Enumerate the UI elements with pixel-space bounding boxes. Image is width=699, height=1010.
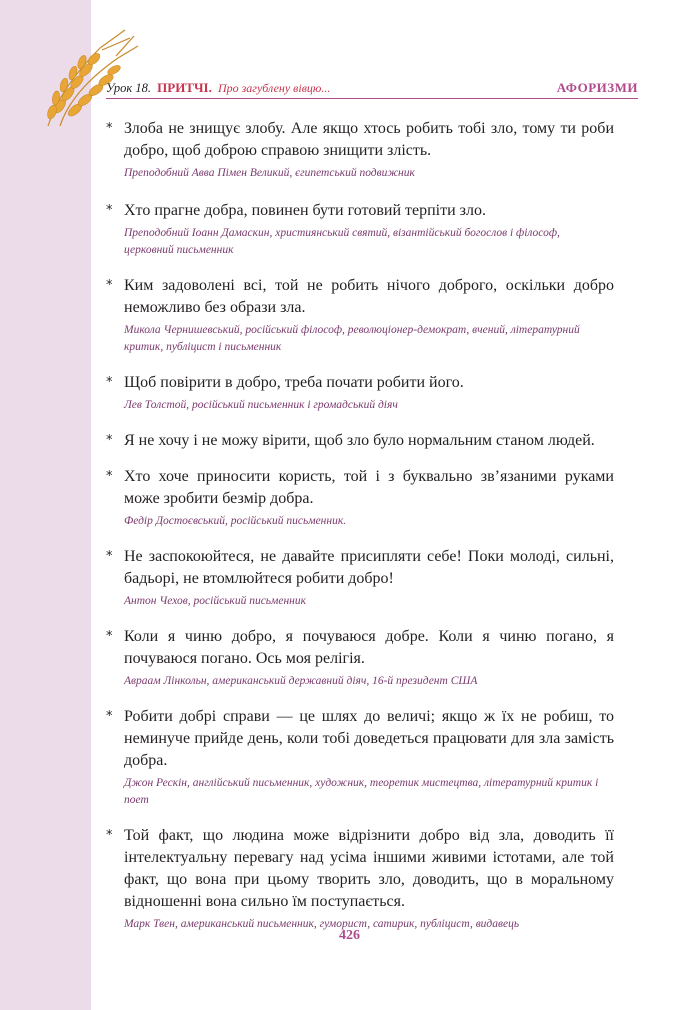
aphorism-text: Хто хоче приносити користь, той і з буквально зв’язаними руками може зробити безмір добра. — [124, 468, 614, 507]
aphorism-item — [106, 825, 614, 933]
aphorism-item — [106, 706, 614, 809]
lesson-heading — [106, 80, 330, 96]
aphorism-text: Щоб повірити в добро, треба почати робити його. — [124, 374, 464, 391]
lesson-subtitle: Про загублену вівцю... — [217, 81, 331, 95]
left-margin-band — [0, 0, 91, 1010]
aphorism-text: Не заспокоюйтеся, не давайте присипляти себе! Поки молоді, сильні, бадьорі, не втомлюйтеся робити добро! — [124, 548, 614, 587]
aphorism-text: Я не хочу і не можу вірити, щоб зло було нормальним станом людей. — [124, 432, 595, 449]
asterisk-bullet-icon: * — [106, 375, 113, 390]
asterisk-bullet-icon: * — [106, 828, 113, 843]
aphorism-text: Злоба не знищує злобу. Але якщо хтось робить тобі зло, тому ти роби добро, щоб доброю справою знищити злість. — [124, 120, 614, 159]
aphorism-item — [106, 118, 614, 182]
page-header — [106, 78, 638, 100]
aphorism-item — [106, 546, 614, 610]
aphorism-author: Антон Чехов, російський письменник — [124, 595, 307, 607]
aphorism-author: Федір Достоєвський, російський письменник. — [124, 515, 347, 527]
aphorism-author: Джон Рескін, англійський письменник, художник, теоретик мистецтва, літературний критик і поет — [124, 777, 599, 806]
aphorism-author: Авраам Лінкольн, американський державний діяч, 16-й президент США — [124, 675, 478, 687]
asterisk-bullet-icon: * — [106, 203, 113, 218]
asterisk-bullet-icon: * — [106, 709, 113, 724]
asterisk-bullet-icon: * — [106, 549, 113, 564]
aphorism-author: Марк Твен, американський письменник, гуморист, сатирик, публіцист, видавець — [124, 918, 520, 930]
aphorism-list — [106, 118, 614, 933]
asterisk-bullet-icon: * — [106, 278, 113, 293]
header-divider — [106, 98, 638, 99]
aphorism-author: Микола Чернишевський, російський філософ, революціонер-демократ, вчений, літературний критик, публіцист і письменник — [124, 324, 580, 353]
aphorism-text: Ким задоволені всі, той не робить нічого доброго, оскільки добро неможливо без образи зла. — [124, 277, 614, 316]
aphorism-item — [106, 372, 614, 414]
aphorism-item — [106, 275, 614, 356]
asterisk-bullet-icon: * — [106, 469, 113, 484]
aphorism-text: Коли я чиню добро, я почуваюся добре. Коли я чиню погано, я почуваюся погано. Ось моя релігія. — [124, 628, 614, 667]
aphorism-item — [106, 200, 614, 259]
asterisk-bullet-icon: * — [106, 629, 113, 644]
aphorism-text: Хто прагне добра, повинен бути готовий терпіти зло. — [124, 202, 486, 219]
aphorism-author: Лев Толстой, російський письменник і громадський діяч — [124, 399, 398, 411]
asterisk-bullet-icon: * — [106, 121, 113, 136]
aphorism-item — [106, 466, 614, 530]
aphorism-item — [106, 626, 614, 690]
aphorism-author: Преподобний Авва Пімен Великий, єгипетський подвижник — [124, 167, 415, 179]
aphorism-item — [106, 430, 614, 452]
lesson-number: Урок 18. — [106, 81, 152, 95]
aphorism-author: Преподобний Іоанн Дамаскин, християнський святий, візантійський богослов і філософ, церковний письменник — [124, 227, 560, 256]
page-number: 426 — [339, 928, 360, 943]
aphorism-text: Робити добрі справи — це шлях до величі; якщо ж їх не робиш, то неминуче прийде день, коли тобі доведеться працювати для зла замість добра. — [124, 708, 614, 769]
lesson-topic: ПРИТЧІ. — [157, 80, 212, 95]
aphorism-text: Той факт, що людина може відрізнити добро від зла, доводить її інтелектуальну перевагу над усіма іншими живими істотами, але той факт, що вона при цьому творить зло, доводить, що в моральному відношенні вона сильно їм поступається. — [124, 827, 614, 910]
section-title: АФОРИЗМИ — [556, 80, 638, 95]
asterisk-bullet-icon: * — [106, 433, 113, 448]
